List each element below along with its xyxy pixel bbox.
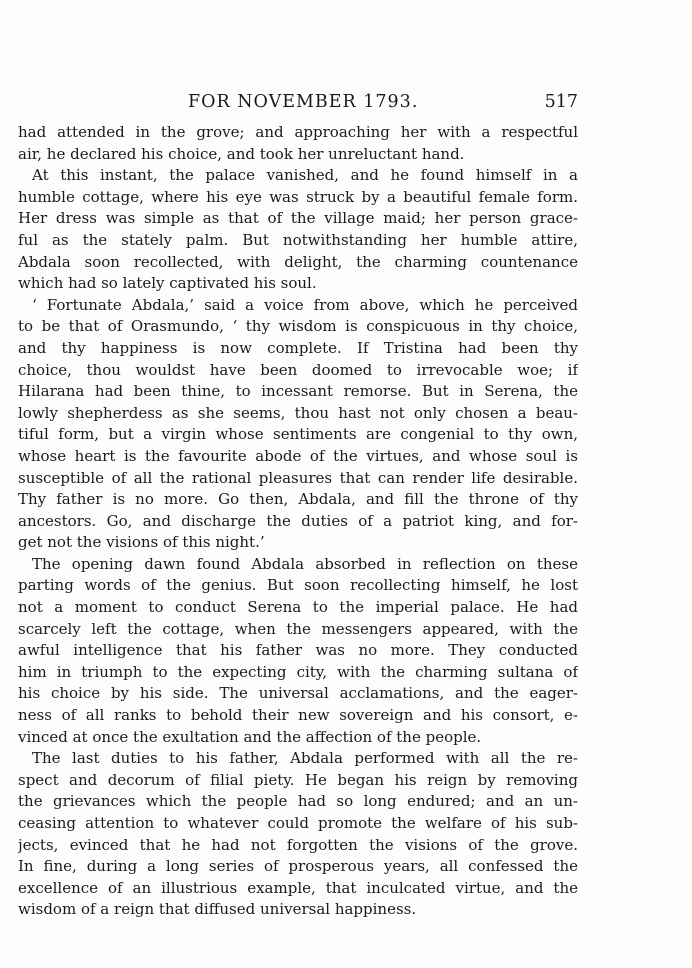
text-line: had attended in the grove; and approaching her with a respectful	[18, 123, 578, 141]
text-line: vinced at once the exultation and the affection of the people.	[18, 727, 482, 746]
body-text	[18, 122, 578, 921]
text-line: excellence of an illustrious example, that inculcated virtue, and the	[18, 878, 578, 897]
text-line: Her dress was simple as that of the village maid; her person grace-	[18, 209, 578, 228]
page-header	[18, 92, 578, 116]
text-line: Abdala soon recollected, with delight, the charming countenance	[18, 252, 578, 271]
text-line: whose heart is the favourite abode of the virtues, and whose soul is	[18, 446, 578, 465]
text-line: humble cottage, where his eye was struck by a beautiful female form.	[18, 187, 578, 206]
text-line: ful as the stately palm. But notwithstanding her humble attire,	[18, 230, 578, 249]
text-line: susceptible of all the rational pleasures that can render life desirable.	[18, 468, 578, 487]
text-line: spect and decorum of filial piety. He began his reign by removing	[18, 770, 578, 789]
text-line: him in triumph to the expecting city, with the charming sultana of	[18, 662, 578, 681]
text-line: air, he declared his choice, and took her unreluctant hand.	[18, 144, 465, 163]
text-line: Thy father is no more. Go then, Abdala, and fill the throne of thy	[18, 490, 578, 509]
text-line: choice, thou wouldst have been doomed to irrevocable woe; if	[18, 360, 578, 379]
text-line: ceasing attention to whatever could promote the welfare of his sub-	[18, 814, 578, 832]
running-title: FOR NOVEMBER 1793.	[188, 92, 419, 112]
text-line: tiful form, but a virgin whose sentiments are congenial to thy own,	[18, 425, 578, 444]
text-line: At this instant, the palace vanished, and he found himself in a	[32, 166, 578, 185]
text-line: to be that of Orasmundo, ‘ thy wisdom is conspicuous in thy choice,	[18, 317, 578, 336]
text-line: which had so lately captivated his soul.	[18, 274, 317, 293]
text-line: parting words of the genius. But soon recollecting himself, he lost	[18, 576, 578, 595]
text-line: and thy happiness is now complete. If Tristina had been thy	[18, 338, 578, 357]
page-number: 517	[544, 92, 578, 112]
text-line: his choice by his side. The universal acclamations, and the eager-	[18, 684, 578, 703]
text-line: awful intelligence that his father was no more. They conducted	[18, 641, 578, 660]
text-line: not a moment to conduct Serena to the imperial palace. He had	[18, 598, 578, 617]
text-line: ancestors. Go, and discharge the duties of a patriot king, and for-	[18, 511, 578, 530]
text-line: wisdom of a reign that diffused universal happiness.	[18, 900, 417, 919]
text-line: scarcely left the cottage, when the messengers appeared, with the	[18, 619, 578, 638]
text-line: Hilarana had been thine, to incessant remorse. But in Serena, the	[18, 382, 578, 401]
text-line: In fine, during a long series of prosperous years, all confessed the	[18, 857, 578, 876]
text-line: the grievances which the people had so long endured; and an un-	[18, 792, 578, 811]
text-line: ness of all ranks to behold their new sovereign and his consort, e-	[18, 706, 578, 725]
text-line: lowly shepherdess as she seems, thou hast not only chosen a beau-	[18, 403, 578, 422]
text-line: The opening dawn found Abdala absorbed in reflection on these	[32, 554, 578, 573]
text-line: ‘ Fortunate Abdala,’ said a voice from above, which he perceived	[32, 295, 578, 314]
text-line: get not the visions of this night.’	[18, 533, 265, 552]
text-line: jects, evinced that he had not forgotten the visions of the grove.	[18, 835, 578, 854]
text-line: The last duties to his father, Abdala performed with all the re-	[32, 749, 578, 768]
